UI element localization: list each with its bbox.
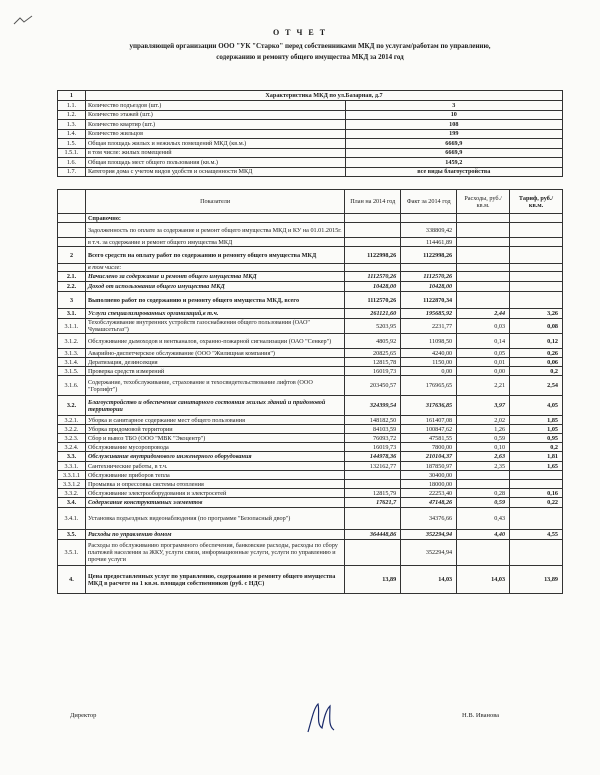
row-label: Всего средств на оплату работ по содержанию и ремонту общего имущества МКД xyxy=(85,247,344,264)
row-label: Начислено за содержание и ремонт общего имущества МКД xyxy=(85,272,344,282)
row-plan: 76093,72 xyxy=(345,434,401,443)
row-fact: 187850,97 xyxy=(401,462,457,471)
row-plan xyxy=(345,264,401,272)
row-label: Обслуживание электрооборудования и электросетей xyxy=(85,489,344,498)
row-num xyxy=(58,264,86,272)
row-fact: 7800,00 xyxy=(401,443,457,452)
row-expenses xyxy=(457,247,510,264)
row-fact: 11098,50 xyxy=(401,334,457,349)
characteristic-label: Количество этажей (шт.) xyxy=(85,110,345,120)
characteristic-value: 3 xyxy=(345,101,562,111)
row-fact: 4240,00 xyxy=(401,349,457,358)
row-expenses: 1,26 xyxy=(457,425,510,434)
row-tariff xyxy=(510,223,563,238)
characteristic-row xyxy=(58,110,563,120)
row-expenses xyxy=(457,272,510,282)
report-row xyxy=(58,425,563,434)
row-num: 3.2. xyxy=(58,396,86,416)
row-fact: 100847,62 xyxy=(401,425,457,434)
row-num: 2 xyxy=(58,247,86,264)
row-fact: 210104,37 xyxy=(401,452,457,462)
row-fact: 195685,92 xyxy=(401,309,457,319)
row-num: 3.1.5. xyxy=(58,367,86,376)
report-row xyxy=(58,376,563,396)
row-tariff: 4,05 xyxy=(510,396,563,416)
row-label: Промывка и опрессовка системы отопления xyxy=(85,480,344,489)
row-plan: 148182,50 xyxy=(345,416,401,425)
row-fact: 34376,66 xyxy=(401,508,457,530)
row-num: 3.1.6. xyxy=(58,376,86,396)
row-expenses: 2,35 xyxy=(457,462,510,471)
row-tariff xyxy=(510,264,563,272)
row-tariff: 1,81 xyxy=(510,452,563,462)
row-num: 2.2. xyxy=(58,282,86,292)
row-num: 3.3.1. xyxy=(58,462,86,471)
row-plan: 1112570,26 xyxy=(345,272,401,282)
row-expenses: 0,43 xyxy=(457,508,510,530)
row-tariff xyxy=(510,480,563,489)
report-row xyxy=(58,223,563,238)
header-expenses: Расходы, руб./кв.м. xyxy=(457,190,510,214)
row-expenses xyxy=(457,264,510,272)
row-fact: 0,00 xyxy=(401,367,457,376)
report-row xyxy=(58,264,563,272)
report-row xyxy=(58,462,563,471)
row-num: 3.3.2. xyxy=(58,489,86,498)
header-tariff: Тариф, руб./кв.м. xyxy=(510,190,563,214)
row-plan: 16019,73 xyxy=(345,367,401,376)
row-label: Обслуживание мусоропровода xyxy=(85,443,344,452)
row-tariff: 3,26 xyxy=(510,309,563,319)
row-label: в т.ч. за содержание и ремонт общего имущества МКД xyxy=(85,238,344,247)
row-expenses xyxy=(457,238,510,247)
characteristics-title-row xyxy=(58,91,563,101)
row-fact: 1150,00 xyxy=(401,358,457,367)
row-fact: 47581,55 xyxy=(401,434,457,443)
row-tariff xyxy=(510,214,563,223)
row-fact: 47148,26 xyxy=(401,498,457,508)
row-tariff xyxy=(510,292,563,309)
row-num: 3.5.1. xyxy=(58,540,86,566)
report-subtitle-line1: управляющей организации ООО "УК "Старко" перед собственниками МКД по услугам/работам по управлению, xyxy=(129,42,491,50)
row-tariff: 4,55 xyxy=(510,530,563,540)
characteristic-num: 1.5. xyxy=(58,139,86,149)
row-num xyxy=(58,214,86,223)
row-label: Обслуживание приборов тепла xyxy=(85,471,344,480)
row-fact: 317636,85 xyxy=(401,396,457,416)
row-expenses xyxy=(457,223,510,238)
report-row xyxy=(58,309,563,319)
characteristic-num: 1.3. xyxy=(58,120,86,130)
row-fact: 2231,77 xyxy=(401,319,457,334)
row-expenses: 0,14 xyxy=(457,334,510,349)
row-label: в том числе: xyxy=(85,264,344,272)
report-row xyxy=(58,434,563,443)
row-tariff: 0,22 xyxy=(510,498,563,508)
report-row xyxy=(58,530,563,540)
row-plan: 203450,57 xyxy=(345,376,401,396)
characteristic-row xyxy=(58,129,563,139)
row-plan xyxy=(345,540,401,566)
row-label: Обслуживание дымоходов и вентканалов, охранно-пожарной сигнализации (ОАО "Сенкер") xyxy=(85,334,344,349)
row-expenses: 0,10 xyxy=(457,443,510,452)
report-row xyxy=(58,238,563,247)
row-plan: 5203,95 xyxy=(345,319,401,334)
row-expenses: 0,01 xyxy=(457,358,510,367)
header-num-cell xyxy=(58,190,86,214)
row-label: Проверка средств измерений xyxy=(85,367,344,376)
row-num: 3.1. xyxy=(58,309,86,319)
row-tariff: 13,89 xyxy=(510,566,563,594)
report-row xyxy=(58,508,563,530)
row-expenses: 0,03 xyxy=(457,319,510,334)
row-fact: 161407,08 xyxy=(401,416,457,425)
row-expenses: 0,59 xyxy=(457,434,510,443)
characteristic-label: Количество подъездов (шт.) xyxy=(85,101,345,111)
header-plan: План на 2014 год xyxy=(345,190,401,214)
row-fact: 1122998,26 xyxy=(401,247,457,264)
row-num: 4. xyxy=(58,566,86,594)
row-plan: 364448,86 xyxy=(345,530,401,540)
row-tariff: 2,54 xyxy=(510,376,563,396)
row-expenses xyxy=(457,480,510,489)
row-tariff: 0,26 xyxy=(510,349,563,358)
row-num xyxy=(58,223,86,238)
characteristic-row xyxy=(58,167,563,177)
row-num: 3.4.1. xyxy=(58,508,86,530)
row-label: Справочно: xyxy=(85,214,344,223)
row-label: Содержание конструктивных элементов xyxy=(85,498,344,508)
row-num xyxy=(58,238,86,247)
report-row xyxy=(58,358,563,367)
row-tariff: 0,2 xyxy=(510,443,563,452)
row-num: 3.2.4. xyxy=(58,443,86,452)
characteristic-num: 1.7. xyxy=(58,167,86,177)
characteristic-label: Общая площадь жилых и нежилых помещений МКД (кв.м.) xyxy=(85,139,345,149)
row-num: 3.1.1. xyxy=(58,319,86,334)
characteristic-num: 1.1. xyxy=(58,101,86,111)
row-expenses: 0,59 xyxy=(457,498,510,508)
row-num: 3.4. xyxy=(58,498,86,508)
row-num: 3.2.3. xyxy=(58,434,86,443)
row-expenses xyxy=(457,214,510,223)
row-fact: 22253,40 xyxy=(401,489,457,498)
row-label: Аварийно-диспетчерское обслуживание (ООО "Жилищная компания") xyxy=(85,349,344,358)
header-fact: Факт за 2014 год xyxy=(401,190,457,214)
characteristics-table xyxy=(57,90,563,177)
row-expenses: 2,44 xyxy=(457,309,510,319)
report-row xyxy=(58,452,563,462)
characteristic-label: в том числе: жилых помещений xyxy=(85,148,345,158)
row-label: Установка подъездных видеонаблюдения (по программе "Безопасный двор") xyxy=(85,508,344,530)
row-tariff: 1,85 xyxy=(510,416,563,425)
row-expenses xyxy=(457,471,510,480)
row-label: Услуги специализированных организаций,в т.ч. xyxy=(85,309,344,319)
signature-image xyxy=(300,698,340,738)
characteristic-value: 1459,2 xyxy=(345,158,562,168)
row-label: Расходы по обслуживанию программного обеспечения, банковские расходы, расходы по сбору платежей населения за ЖКУ, услуги связи, информационные услуги, услуги по управлению и прочие услуги xyxy=(85,540,344,566)
row-plan: 12815,79 xyxy=(345,489,401,498)
row-label: Благоустройство и обеспечение санитарного состояния жилых зданий и придомовой территории xyxy=(85,396,344,416)
row-tariff: 0,2 xyxy=(510,367,563,376)
report-title: О Т Ч Е Т xyxy=(272,28,328,37)
characteristic-num: 1.5.1. xyxy=(58,148,86,158)
characteristic-row xyxy=(58,101,563,111)
handwritten-mark xyxy=(12,14,34,28)
row-tariff: 0,16 xyxy=(510,489,563,498)
row-plan xyxy=(345,471,401,480)
report-row xyxy=(58,540,563,566)
row-label: Дератизация, дезинсекция xyxy=(85,358,344,367)
row-plan: 144978,36 xyxy=(345,452,401,462)
row-label: Уборка и санитарное содержание мест общего пользования xyxy=(85,416,344,425)
row-label: Техобслуживание внутренних устройств газоснабжения общего пользования (ОАО" Чувашсетьгаз") xyxy=(85,319,344,334)
row-plan: 1112570,26 xyxy=(345,292,401,309)
row-tariff: 0,95 xyxy=(510,434,563,443)
report-row xyxy=(58,480,563,489)
row-expenses: 14,03 xyxy=(457,566,510,594)
characteristic-row xyxy=(58,158,563,168)
row-fact: 1122870,34 xyxy=(401,292,457,309)
row-expenses: 0,00 xyxy=(457,367,510,376)
report-row xyxy=(58,349,563,358)
row-plan xyxy=(345,238,401,247)
characteristic-row xyxy=(58,148,563,158)
row-expenses xyxy=(457,292,510,309)
characteristic-label: Количество квартир (шт.) xyxy=(85,120,345,130)
row-fact: 1112570,26 xyxy=(401,272,457,282)
row-fact: 338809,42 xyxy=(401,223,457,238)
row-fact: 176965,65 xyxy=(401,376,457,396)
row-fact: 14,03 xyxy=(401,566,457,594)
report-row xyxy=(58,566,563,594)
row-num: 3.1.2. xyxy=(58,334,86,349)
characteristic-label: Количество жильцов xyxy=(85,129,345,139)
characteristic-value: 6669,9 xyxy=(345,148,562,158)
row-fact: 114461,89 xyxy=(401,238,457,247)
row-tariff xyxy=(510,540,563,566)
characteristic-row xyxy=(58,139,563,149)
row-tariff xyxy=(510,238,563,247)
row-plan: 20825,65 xyxy=(345,349,401,358)
row-label: Обслуживание внутридомового инженерного оборудования xyxy=(85,452,344,462)
row-expenses xyxy=(457,282,510,292)
characteristic-num: 1.6. xyxy=(58,158,86,168)
row-plan xyxy=(345,508,401,530)
row-label: Сантехнические работы, в т.ч. xyxy=(85,462,344,471)
row-num: 3.5. xyxy=(58,530,86,540)
characteristic-value: 199 xyxy=(345,129,562,139)
row-num: 3 xyxy=(58,292,86,309)
row-label: Уборка придомовой территории xyxy=(85,425,344,434)
section-number: 1 xyxy=(58,91,86,101)
header-indicators: Показатели xyxy=(85,190,344,214)
report-header-row xyxy=(58,190,563,214)
row-plan: 10428,00 xyxy=(345,282,401,292)
characteristic-value: 6669,9 xyxy=(345,139,562,149)
signature-position: Директор xyxy=(70,712,97,719)
row-label: Задолженность по оплате за содержание и ремонт общего имущества МКД и КУ на 01.01.2015г. xyxy=(85,223,344,238)
row-expenses: 0,05 xyxy=(457,349,510,358)
row-label: Расходы по управлению домом xyxy=(85,530,344,540)
report-row xyxy=(58,334,563,349)
report-row xyxy=(58,489,563,498)
row-plan: 12815,78 xyxy=(345,358,401,367)
report-row xyxy=(58,498,563,508)
row-expenses: 3,97 xyxy=(457,396,510,416)
report-table xyxy=(57,189,563,594)
characteristic-value: 108 xyxy=(345,120,562,130)
row-plan: 16019,73 xyxy=(345,443,401,452)
row-num: 3.3.1.1 xyxy=(58,471,86,480)
row-tariff xyxy=(510,247,563,264)
report-row xyxy=(58,272,563,282)
report-row xyxy=(58,214,563,223)
row-fact xyxy=(401,214,457,223)
row-label: Выполнено работ по содержанию и ремонту общего имущества МКД, всего xyxy=(85,292,344,309)
row-tariff: 0,08 xyxy=(510,319,563,334)
row-num: 3.3.1.2 xyxy=(58,480,86,489)
row-plan: 324399,54 xyxy=(345,396,401,416)
row-expenses: 2,21 xyxy=(457,376,510,396)
row-tariff xyxy=(510,282,563,292)
characteristic-row xyxy=(58,120,563,130)
report-row xyxy=(58,247,563,264)
row-tariff xyxy=(510,272,563,282)
row-tariff: 0,12 xyxy=(510,334,563,349)
row-tariff: 0,06 xyxy=(510,358,563,367)
row-expenses: 2,63 xyxy=(457,452,510,462)
row-fact: 30400,00 xyxy=(401,471,457,480)
characteristic-num: 1.4. xyxy=(58,129,86,139)
characteristic-num: 1.2. xyxy=(58,110,86,120)
row-expenses xyxy=(457,540,510,566)
report-row xyxy=(58,292,563,309)
report-row xyxy=(58,416,563,425)
row-fact: 10428,00 xyxy=(401,282,457,292)
report-row xyxy=(58,319,563,334)
characteristic-label: Категория дома с учетом видов удобств и оснащенности МКД xyxy=(85,167,345,177)
report-row xyxy=(58,367,563,376)
row-num: 2.1. xyxy=(58,272,86,282)
row-num: 3.2.2. xyxy=(58,425,86,434)
row-expenses: 0,28 xyxy=(457,489,510,498)
row-fact xyxy=(401,264,457,272)
row-plan xyxy=(345,214,401,223)
row-tariff xyxy=(510,508,563,530)
report-row xyxy=(58,443,563,452)
characteristics-title: Характеристика МКД по ул.Базарная, д.7 xyxy=(85,91,562,101)
signature-name: Н.В. Иванова xyxy=(462,712,500,719)
row-plan: 261121,60 xyxy=(345,309,401,319)
row-plan: 4805,92 xyxy=(345,334,401,349)
report-row xyxy=(58,282,563,292)
report-subtitle-line2: содержанию и ремонту общего имущества МКД за 2014 год xyxy=(216,53,404,61)
row-plan xyxy=(345,223,401,238)
row-num: 3.3. xyxy=(58,452,86,462)
row-label: Сбор и вывоз ТБО (ООО "МВК "Экоцентр") xyxy=(85,434,344,443)
row-plan: 84103,59 xyxy=(345,425,401,434)
row-expenses: 2,02 xyxy=(457,416,510,425)
row-plan: 13,89 xyxy=(345,566,401,594)
row-fact: 352294,94 xyxy=(401,530,457,540)
row-num: 3.1.4. xyxy=(58,358,86,367)
row-tariff xyxy=(510,471,563,480)
row-plan: 1122998,26 xyxy=(345,247,401,264)
row-num: 3.2.1. xyxy=(58,416,86,425)
row-tariff: 1,05 xyxy=(510,425,563,434)
row-label: Цена предоставленных услуг по управлению, содержанию и ремонту общего имущества МКД в расчете на 1 кв.м. площади собственников (руб. с НДС) xyxy=(85,566,344,594)
report-row xyxy=(58,471,563,480)
row-expenses: 4,40 xyxy=(457,530,510,540)
row-label: Содержание, техобслуживание, страхование и техосвидетельствование лифтов (ООО "Горлифт") xyxy=(85,376,344,396)
row-fact: 352294,94 xyxy=(401,540,457,566)
row-plan xyxy=(345,480,401,489)
characteristic-value: все виды благоустройства xyxy=(345,167,562,177)
row-plan: 17621,7 xyxy=(345,498,401,508)
row-num: 3.1.3. xyxy=(58,349,86,358)
row-plan: 132162,77 xyxy=(345,462,401,471)
row-fact: 18000,00 xyxy=(401,480,457,489)
characteristic-value: 10 xyxy=(345,110,562,120)
row-tariff: 1,65 xyxy=(510,462,563,471)
characteristic-label: Общая площадь мест общего пользования (кв.м.) xyxy=(85,158,345,168)
row-label: Доход от использования общего имущества МКД xyxy=(85,282,344,292)
report-row xyxy=(58,396,563,416)
